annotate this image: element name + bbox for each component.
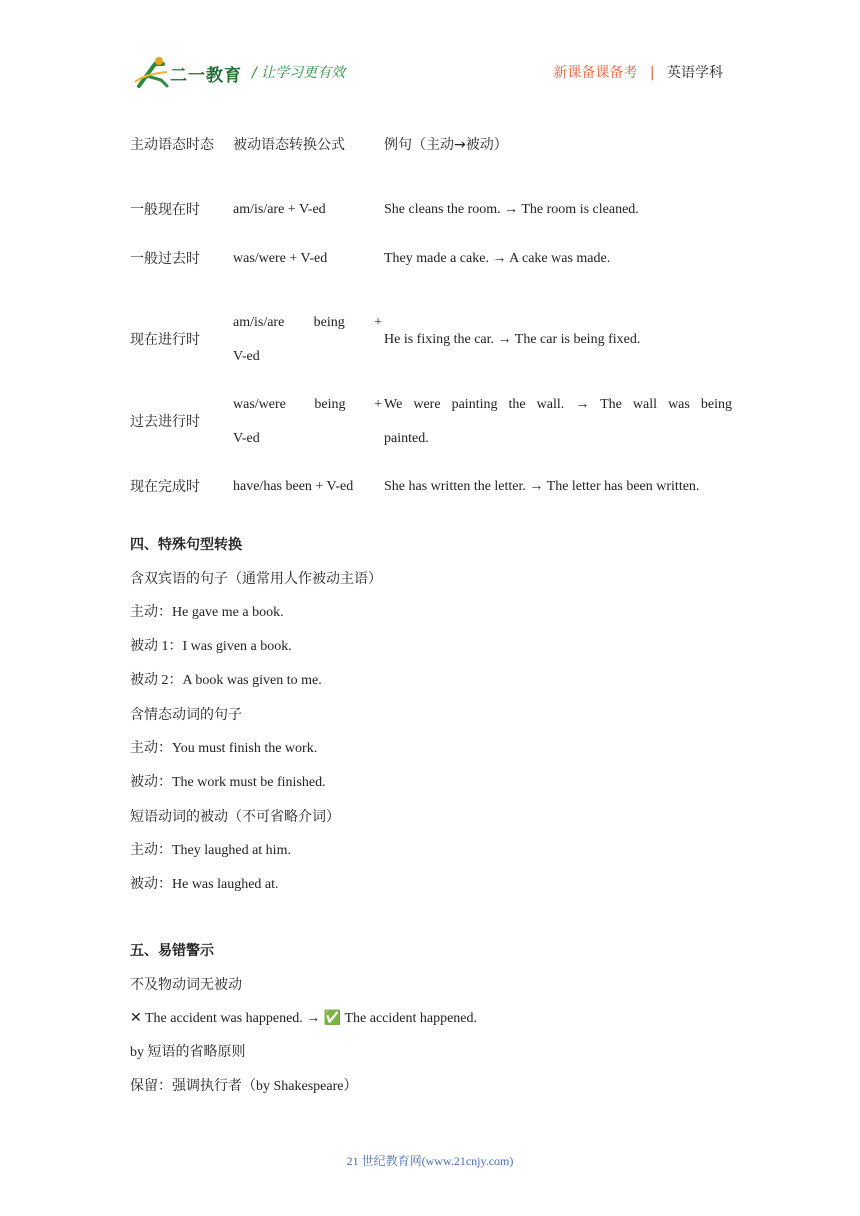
text-line: 保留：强调执行者（by Shakespeare） [130,1079,358,1094]
slogan: / 让学习更有效 [252,65,346,81]
text-line: ✕ The accident was happened. → ✅ The accident happened. [130,1011,478,1026]
table-row [130,242,732,276]
text-line: 含情态动词的句子 [130,707,242,723]
formula-line: V-ed [233,349,260,364]
text-line: 被动 1：I was given a book. [130,639,292,654]
text-line: 短语动词的被动（不可省略介词） [130,809,340,825]
text-line: 主动：He gave me a book. [130,605,284,620]
section-common-mistakes [130,934,477,1104]
logo-text: 二一教育 [170,66,242,86]
formula-line: was/were being + [233,397,382,412]
text-line: 被动 2：A book was given to me. [130,673,322,688]
formula-cell [233,242,384,276]
text-line: 含双宾语的句子（通常用人作被动主语） [130,571,382,587]
text-line: 被动：The work must be finished. [130,775,326,790]
example-line: painted. [384,431,429,446]
table-row [130,306,732,374]
header-tag: 新课备课备考 [553,65,638,81]
header-right [553,62,723,82]
example-cell [384,193,732,227]
example-cell [384,242,732,276]
example-line: She cleans the room. → The room is cleaned. [384,202,639,217]
text-line: 被动：He was laughed at. [130,877,279,892]
tense-table [130,112,732,504]
formula-cell [233,470,384,504]
table-header-formula: 被动语态转换公式 [233,137,345,153]
example-line: He is fixing the car. → The car is being fixed. [384,332,641,347]
formula-line: was/were + V-ed [233,251,328,266]
text-line: 主动：You must finish the work. [130,741,318,756]
tense-cell: 一般过去时 [130,251,200,267]
page-footer: 21 世纪教育网(www.21cnjy.com) [346,1154,514,1168]
example-line: They made a cake. → A cake was made. [384,251,611,266]
section-title: 五、易错警示 [130,943,214,959]
text-line: by 短语的省略原则 [130,1045,246,1060]
table-header-row [130,112,732,178]
text-line: 主动：They laughed at him. [130,843,291,858]
formula-cell [233,306,384,374]
page-header [0,0,860,100]
formula-line: have/has been + V-ed [233,479,354,494]
table-row [130,388,732,456]
tense-cell: 现在进行时 [130,332,200,348]
example-line: She has written the letter. → The letter has been written. [384,479,700,494]
header-subject: 英语学科 [667,65,723,81]
example-cell [384,323,732,357]
section-title: 四、特殊句型转换 [130,537,242,553]
table-header-tense: 主动语态时态 [130,137,214,153]
text-line: 不及物动词无被动 [130,977,242,993]
header-separator: | [649,65,655,81]
example-cell [384,470,732,504]
table-row [130,178,732,242]
formula-line: am/is/are being + [233,315,382,330]
formula-cell [233,193,384,227]
formula-cell [233,388,384,456]
formula-line: V-ed [233,431,260,446]
tense-cell: 现在完成时 [130,479,200,495]
table-row [130,470,732,504]
tense-cell: 过去进行时 [130,414,200,430]
formula-line: am/is/are + V-ed [233,202,326,217]
example-line: We were painting the wall. → The wall was being [384,397,732,412]
tense-cell: 一般现在时 [130,202,200,218]
table-header-example: 例句（主动→被动） [384,137,508,153]
section-special-sentences [130,528,382,902]
example-cell [384,388,732,456]
